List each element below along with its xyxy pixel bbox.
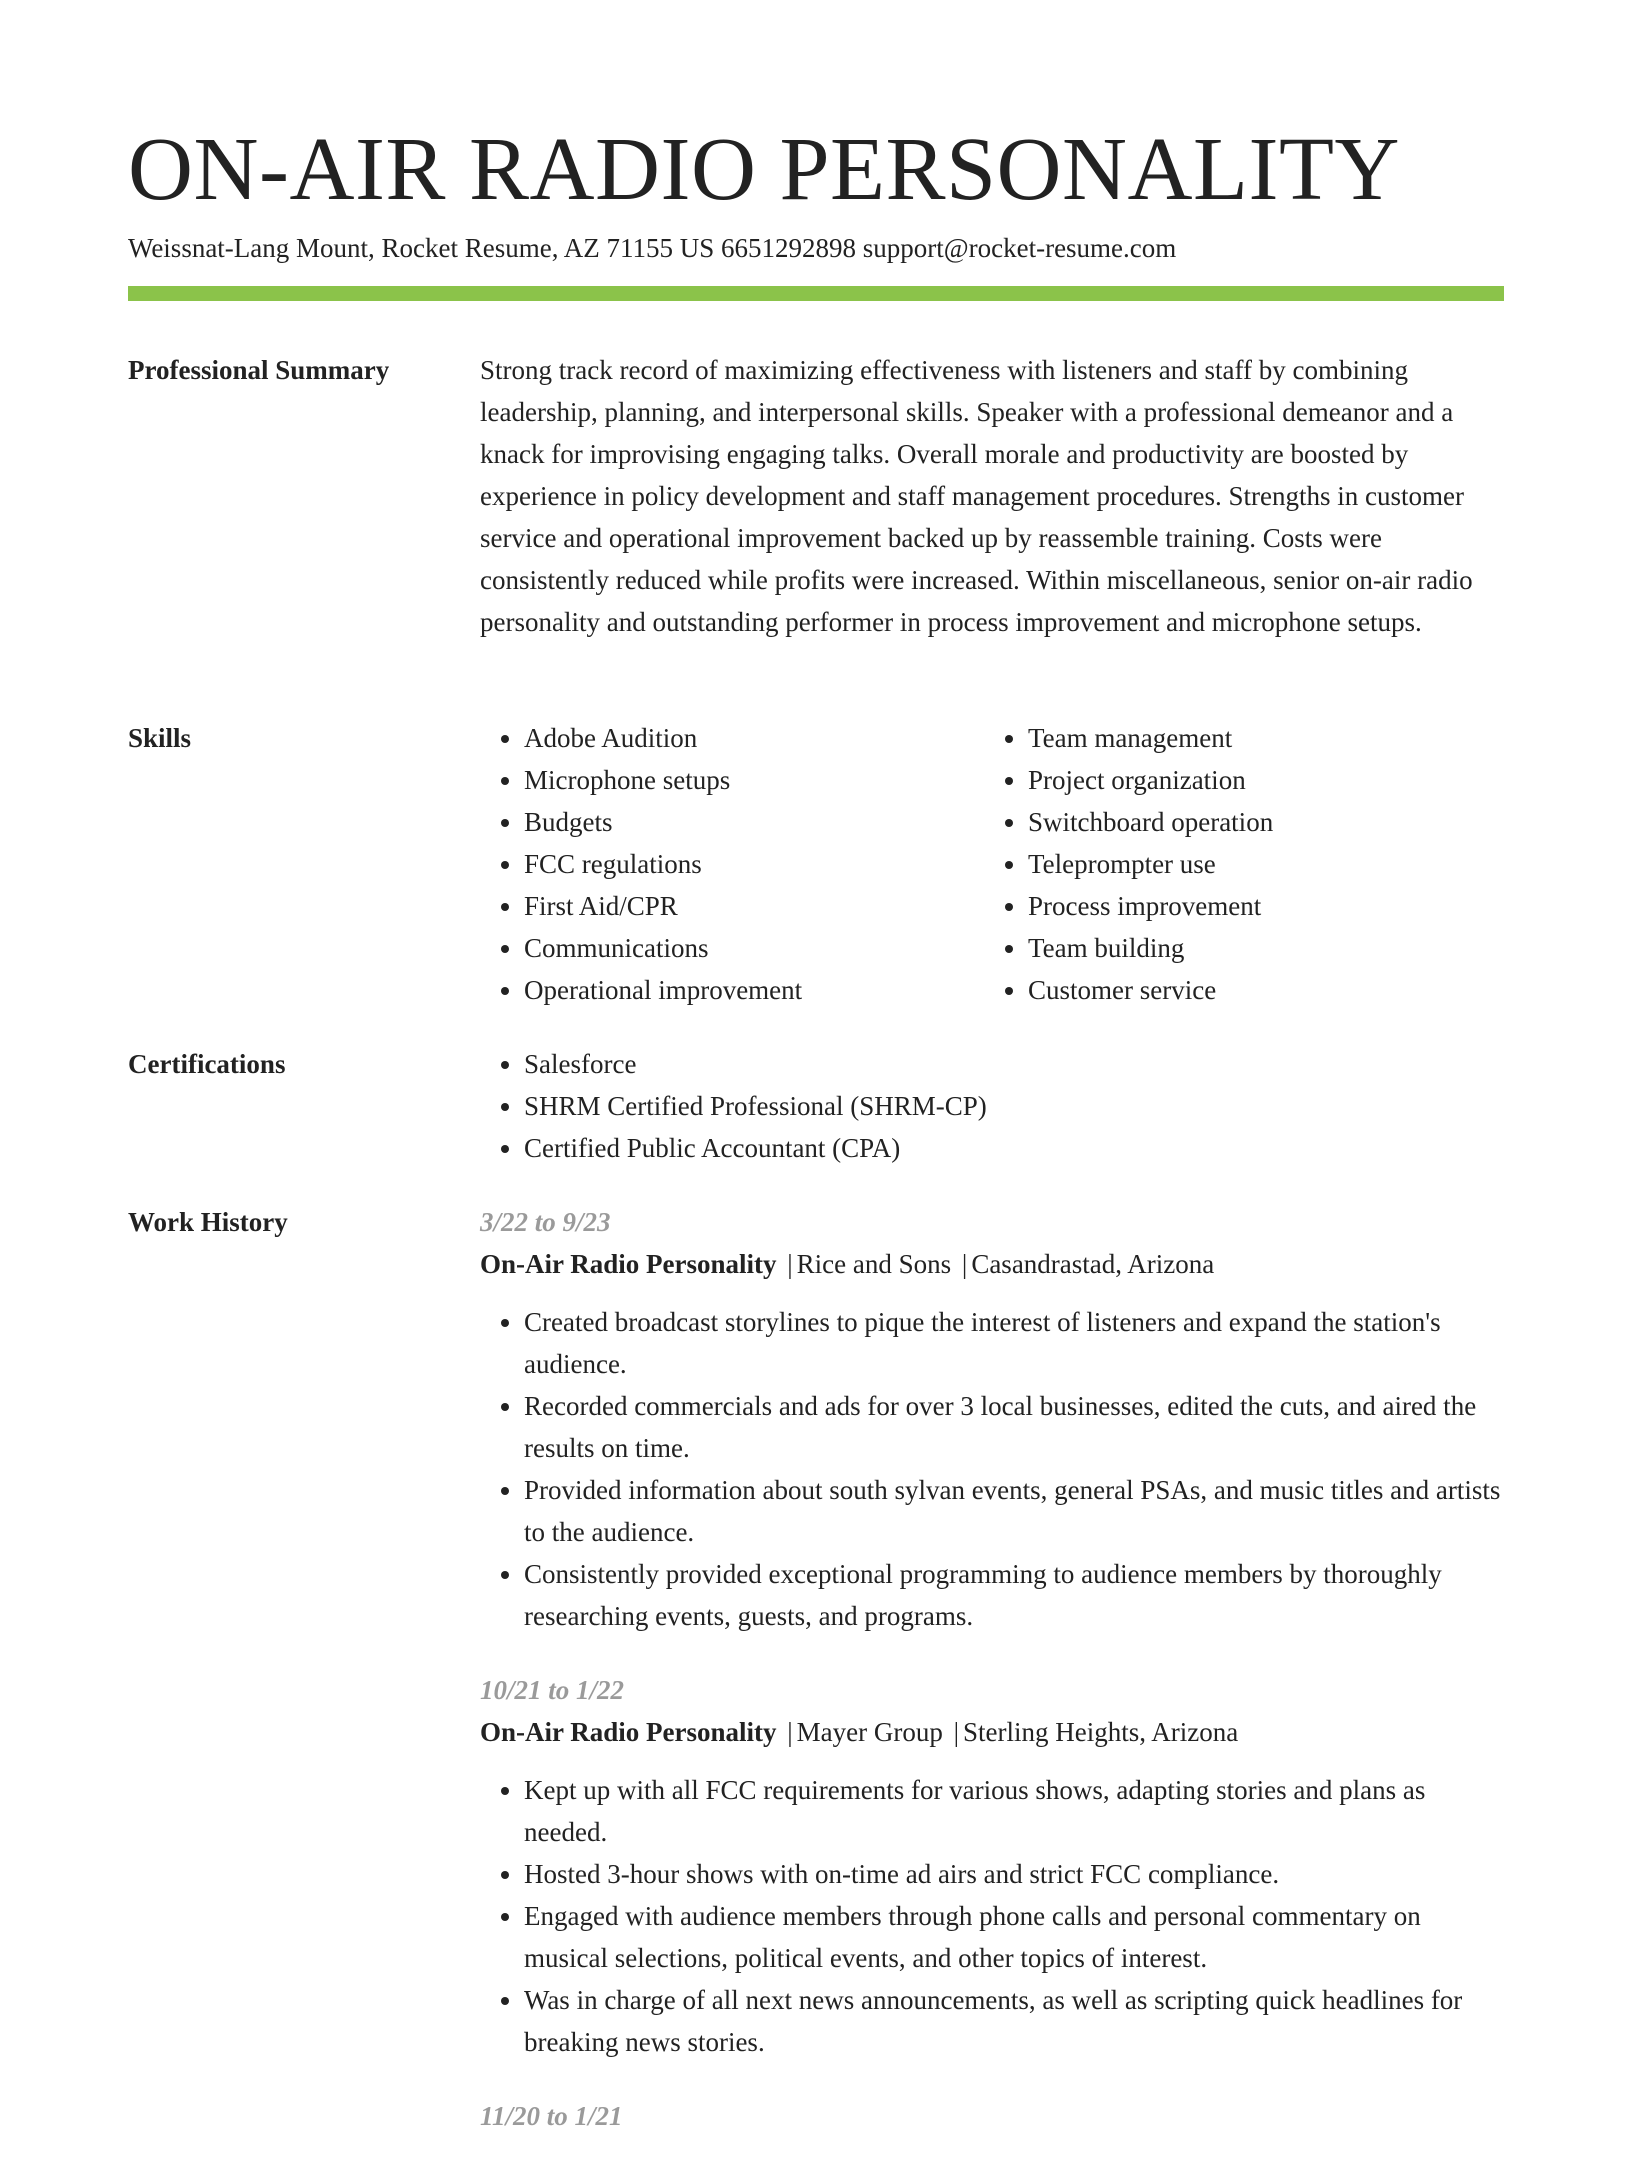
skill-item: • Process improvement <box>1028 885 1488 927</box>
skills-list-right <box>984 717 1488 1011</box>
skills-column-right <box>984 717 1488 1011</box>
certifications-heading: Certifications <box>128 1049 286 1079</box>
job-dates: 11/20 to 1/21 <box>480 2101 623 2131</box>
job-location: Casandrastad, Arizona <box>971 1249 1215 1279</box>
summary-text: Strong track record of maximizing effectiveness with listeners and staff by combining leadership, planning, and interpersonal skills. Speaker with a professional demeanor and a knack for improvising engaging talks. Overall morale and productivity are boosted by experience in policy development and staff management procedures. Strengths in customer service and operational improvement backed up by reassemble training. Costs were consistently reduced while profits were increased. Within miscellaneous, senior on-air radio personality and outstanding performer in process improvement and microphone setups. <box>480 355 1473 637</box>
certification-item: • Salesforce <box>524 1043 1504 1085</box>
job-role: On-Air Radio Personality <box>480 1249 777 1279</box>
job-separator: | <box>787 1717 793 1747</box>
certifications-body <box>480 1043 1504 1169</box>
job-dates: 10/21 to 1/22 <box>480 1675 625 1705</box>
skill-item: • Operational improvement <box>524 969 984 1011</box>
skills-heading: Skills <box>128 723 192 753</box>
job-separator: | <box>787 1249 793 1279</box>
job-duties-list <box>480 1769 1504 2063</box>
skill-item: • Adobe Audition <box>524 717 984 759</box>
job-duty-item: • Provided information about south sylvan events, general PSAs, and music titles and artists to the audience. <box>524 1469 1504 1553</box>
contact-line: Weissnat-Lang Mount, Rocket Resume, AZ 71155 US 6651292898 support@rocket-resume.com <box>128 233 1177 263</box>
job-heading <box>480 1243 1504 1285</box>
skill-item: • Microphone setups <box>524 759 984 801</box>
job-company: Mayer Group <box>796 1717 943 1747</box>
job-heading <box>480 1711 1504 1753</box>
accent-divider <box>128 286 1504 301</box>
certification-item: • SHRM Certified Professional (SHRM-CP) <box>524 1085 1504 1127</box>
job-company: Rice and Sons <box>796 1249 952 1279</box>
job-entry <box>480 1669 1504 2063</box>
job-duty-item: • Engaged with audience members through phone calls and personal commentary on musical selections, political events, and other topics of interest. <box>524 1895 1504 1979</box>
skill-item: • Customer service <box>1028 969 1488 1011</box>
skill-item: • Budgets <box>524 801 984 843</box>
job-separator: | <box>953 1717 960 1747</box>
summary-heading: Professional Summary <box>128 355 390 385</box>
work-history-body <box>480 1201 1504 2169</box>
resume-title: ON-AIR RADIO PERSONALITY <box>128 120 1400 219</box>
job-duties-list <box>480 1301 1504 1637</box>
skills-list-left <box>480 717 984 1011</box>
skill-item: • Team building <box>1028 927 1488 969</box>
skills-body <box>480 717 1504 1011</box>
summary-body <box>480 349 1504 643</box>
job-duty-item: • Recorded commercials and ads for over 3 local businesses, edited the cuts, and aired the results on time. <box>524 1385 1504 1469</box>
job-duty-item: • Hosted 3-hour shows with on-time ad airs and strict FCC compliance. <box>524 1853 1504 1895</box>
work-history-heading: Work History <box>128 1207 288 1237</box>
skill-item: • Communications <box>524 927 984 969</box>
job-entry <box>480 2095 1504 2137</box>
job-duty-item: • Created broadcast storylines to pique the interest of listeners and expand the station's audience. <box>524 1301 1504 1385</box>
job-location: Sterling Heights, Arizona <box>963 1717 1239 1747</box>
job-duty-item: • Was in charge of all next news announcements, as well as scripting quick headlines for breaking news stories. <box>524 1979 1504 2063</box>
skill-item: • Team management <box>1028 717 1488 759</box>
job-separator: | <box>961 1249 968 1279</box>
skill-item: • Project organization <box>1028 759 1488 801</box>
certification-item: • Certified Public Accountant (CPA) <box>524 1127 1504 1169</box>
job-entry <box>480 1201 1504 1637</box>
job-duty-item: • Kept up with all FCC requirements for various shows, adapting stories and plans as needed. <box>524 1769 1504 1853</box>
skill-item: • Teleprompter use <box>1028 843 1488 885</box>
skill-item: • Switchboard operation <box>1028 801 1488 843</box>
job-dates: 3/22 to 9/23 <box>480 1207 611 1237</box>
skills-column-left <box>480 717 984 1011</box>
skill-item: • FCC regulations <box>524 843 984 885</box>
job-duty-item: • Consistently provided exceptional programming to audience members by thoroughly researching events, guests, and programs. <box>524 1553 1504 1637</box>
skill-item: • First Aid/CPR <box>524 885 984 927</box>
certifications-list <box>480 1043 1504 1169</box>
job-role: On-Air Radio Personality <box>480 1717 777 1747</box>
